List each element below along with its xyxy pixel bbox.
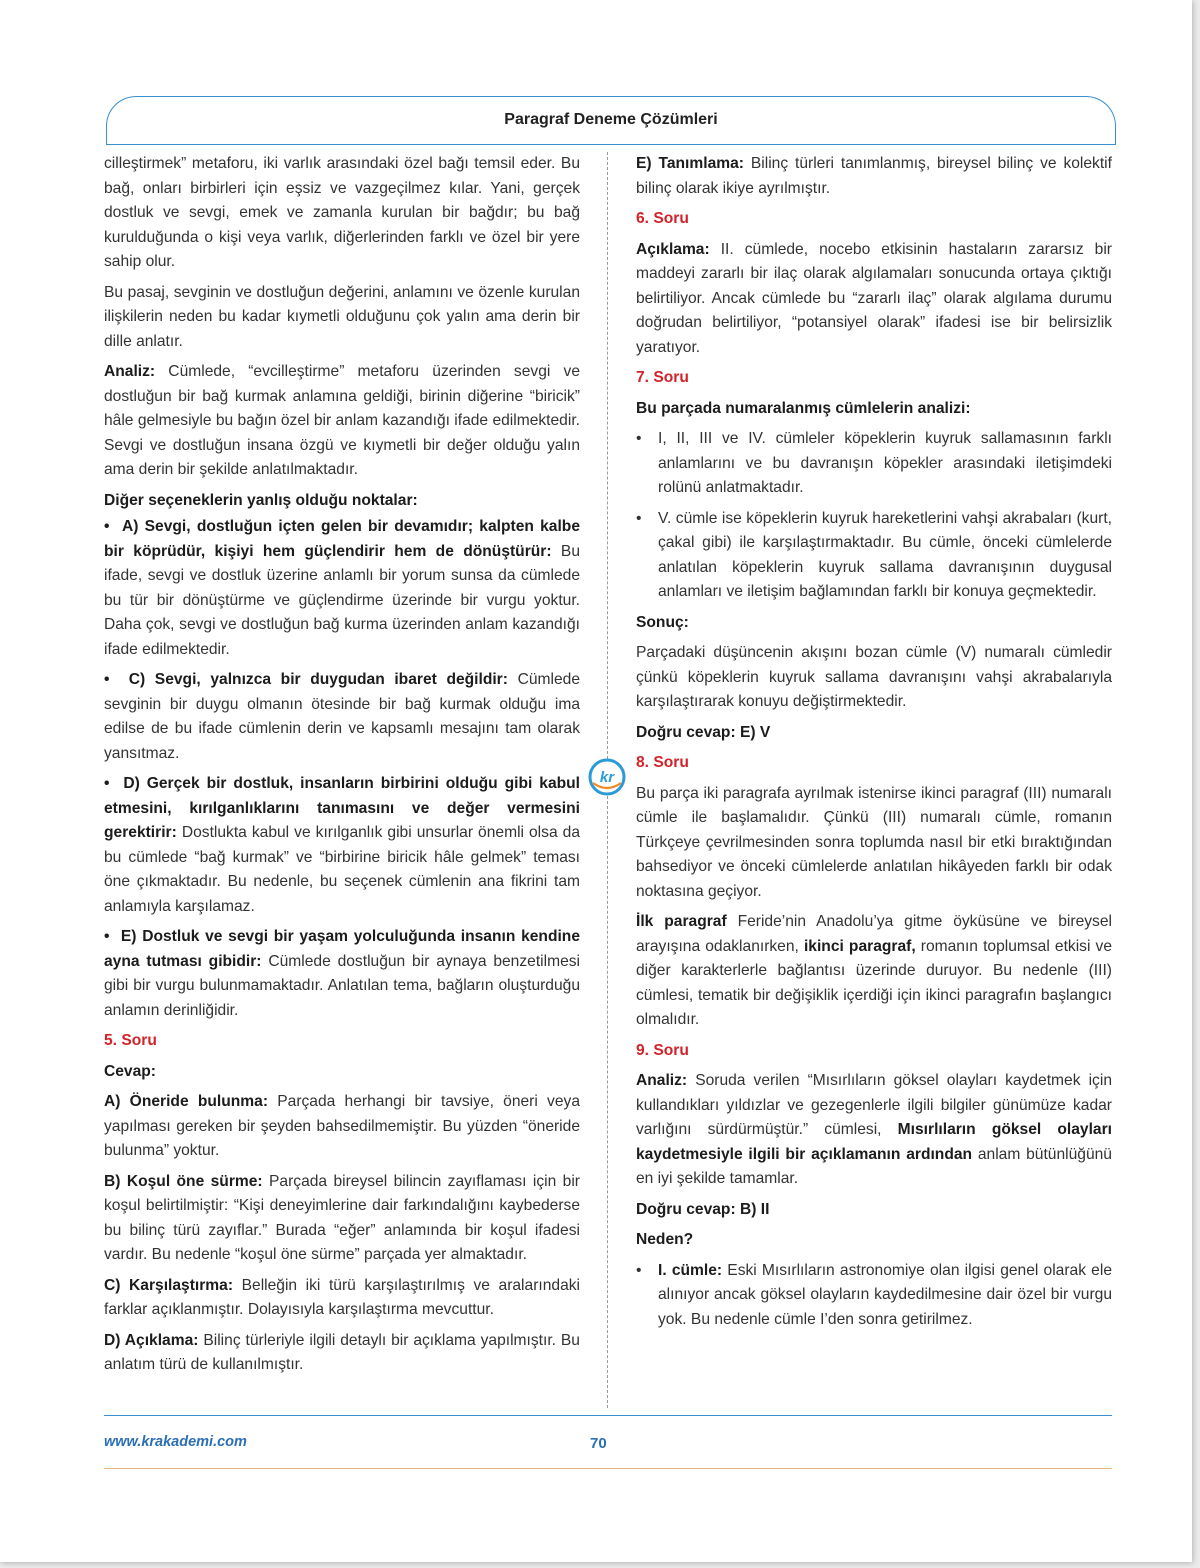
bullet-bold: E) Dostluk ve sevgi bir yaşam yolculuğunda insanın kendine ayna tutması gibidir: [104, 928, 581, 970]
bullet-item [104, 515, 580, 662]
footer-bottom-divider [104, 1468, 1112, 1469]
option-text: Belleğin iki türü karşılaştırılmış ve aralarındaki farklar açıklanmıştır. Dolayısıyla karşılaştırma mevcuttur. [104, 1276, 581, 1318]
option-paragraph [636, 152, 1112, 201]
bullet-item [636, 427, 1112, 501]
bullet-item [636, 507, 1112, 605]
logo-text: kr [599, 769, 615, 786]
option-label: D) Açıklama: [104, 1331, 199, 1349]
bullet-bold: D) Gerçek bir dostluk, insanların birbirini olduğu gibi kabul etmesini, kırılganlıklarını tanımasını ve değer vermesini gerektirir: [104, 775, 581, 841]
bullet-text: Eski Mısırlıların astronomiye olan ilgisi genel olarak ele alınıyor ancak göksel olayların kaydedilmesine dair özel bir vurgu yok. Bu nedenle cümle I’den sonra getirilmez. [658, 1261, 1112, 1328]
option-paragraph [104, 1274, 580, 1323]
aciklama-paragraph [636, 238, 1112, 361]
neden-heading: Neden? [636, 1231, 694, 1248]
bullet-bold: A) Sevgi, dostluğun içten gelen bir devamıdır; kalpten kalbe bir köprüdür, kişiyi hem güçlendirir hem de dönüştürür: [104, 518, 581, 560]
option-label: B) Koşul öne sürme: [104, 1172, 263, 1190]
option-paragraph [104, 1329, 580, 1378]
analiz-bold: Mısırlıların göksel olayları kaydetmesiyle ilgili bir açıklamanın ardından [636, 1121, 1112, 1163]
analiz-paragraph [636, 1069, 1112, 1192]
option-paragraph [104, 1170, 580, 1268]
answer-line: Doğru cevap: E) V [636, 723, 771, 741]
bullet-icon: • [104, 928, 121, 945]
page-number: 70 [590, 1435, 607, 1452]
logo-icon [587, 757, 627, 797]
footer-divider [104, 1415, 1112, 1416]
analiz-text: Cümlede, “evcilleştirme” metaforu üzerinden sevgi ve dostluğun bir bağ kurmak anlamına geldiği, birinin diğerine “biricik” hâle gelmesiyle bu bağın özel bir anlam kazandığı ifade edilmektedir. Sevgi ve dostluğun insana özgü ve kıymetli bir değer olduğu yalın ama derin bir şekilde anlatılmaktadır. [104, 363, 580, 478]
paragraph: Bu parça iki paragrafa ayrılmak istenirse ikinci paragraf (III) numaralı cümle ile başlamalıdır. Çünkü (III) numaralı cümle, romanın Türkçeye çevrilmesinden sonra toplumda nasıl bir etki bıraktığından bahsediyor ve önceki cümlelerde anlatılan hikâyeden farklı bir odak noktasına geçiyor. [636, 784, 1112, 900]
sonuc-heading: Sonuç: [636, 613, 689, 631]
question-heading: 6. Soru [636, 210, 689, 227]
paragraph-text: Feride’nin Anadolu’ya gitme öyküsüne ve bireysel arayışına odaklanırken, [636, 913, 1112, 955]
analiz-text: Soruda verilen “Mısırlıların göksel olayları kaydetmek için kullandıkları yıldızlar ve gezegenlerle ilgili bilgiler günümüze kadar varlığını sürdürmüştür.” cümlesi, [636, 1072, 1112, 1138]
question-heading: 9. Soru [636, 1041, 689, 1059]
analiz-paragraph [104, 360, 580, 483]
cevap-heading: Cevap: [104, 1062, 156, 1080]
bullet-icon: • [104, 671, 129, 688]
analiz-label: Analiz: [636, 1072, 688, 1089]
footer-url[interactable]: www.krakademi.com [104, 1434, 247, 1450]
ikinci-paragraf-label: ikinci paragraf, [803, 937, 916, 955]
option-label: E) Tanımlama: [636, 155, 744, 172]
bullet-icon: • [636, 509, 642, 527]
analiz-label: Analiz: [104, 363, 156, 380]
bullet-item [104, 925, 580, 1023]
bullet-text: Dostlukta kabul ve kırılganlık gibi unsurlar önemli olsa da bu cümlede “bağ kurmak” ve “birbirine biricik hâle gelmek” teması öne çıkmaktadır. Bu nedenle, bu seçenek cümlenin ana fikrini tam anlamıyla karşılamaz. [104, 824, 580, 915]
sonuc-text: Parçadaki düşüncenin akışını bozan cümle (V) numaralı cümledir çünkü köpeklerin kuyruk sallama davranışını vahşi akrabalarıyla karşılaştırarak konuyu değiştirmektedir. [636, 644, 1112, 710]
option-text: Bilinç türleriyle ilgili detaylı bir açıklama yapılmıştır. Bu anlatım türü de kullanılmıştır. [104, 1331, 580, 1373]
paragraph [636, 910, 1112, 1033]
header-box [106, 96, 1116, 145]
bullet-text: Bu ifade, sevgi ve dostluk üzerine anlamlı bir yorum sunsa da cümlede bu tür bir dönüştürme ve güçlendirme üzerinde bir vurgu yoktur. Daha çok, sevgi ve dostluğun bağ kurma üzerinden anlam kazandığı ifade edilmektedir. [104, 542, 581, 658]
bullet-text: Cümlede sevginin bir duygu olmanın ötesinde bir bağ kurmak olduğu ima edilse de bu ifade cümlenin derin ve kapsamlı mesajını tam olarak yansıtmaz. [104, 671, 580, 762]
paragraph: cilleştirmek” metaforu, iki varlık arasındaki özel bağı temsil eder. Bu bağ, onları birbirleri için eşsiz ve vazgeçilmez kılar. Yani, gerçek dostluk ve sevgi, emek ve zamanla kurulan bir bağdır; bu bağ kurulduğunda o kişi veya varlık, diğerlerinden farklı ve özel bir yere sahip olur. [104, 155, 580, 270]
bullet-icon: • [636, 430, 642, 447]
option-label: A) Öneride bulunma: [104, 1093, 269, 1110]
option-text: Parçada bireysel bilincin zayıflaması için bir koşul belirtilmiştir: “Kişi deneyimlerine dair farkındalığını kaybederse bu bilinç türü zayıflar.” Burada “eğer” anlamında bir koşul ifadesi vardır. Bu nedenle “koşul öne sürme” parçada yer almaktadır. [104, 1172, 580, 1263]
bullet-item [636, 1259, 1112, 1333]
question-heading: 7. Soru [636, 369, 689, 386]
ilk-paragraf-label: İlk paragraf [636, 913, 727, 930]
bullet-item [104, 772, 580, 919]
bullet-text: Cümlede dostluğun bir aynaya benzetilmesi gibi bir vurgu bulunmamaktadır. Anlatılan tema, bağların oluşturduğu anlamın derinliğidir. [104, 952, 581, 1019]
aciklama-text: II. cümlede, nocebo etkisinin hastaların zararsız bir maddeyi zararlı bir ilaç olarak algılamaları sonucunda ortaya çıktığı belirtiliyor. Ancak cümlede bu “zararlı ilaç” olarak algılama durumu doğrudan belirtiliyor, “potansiyel olarak” ifadesi ise bir belirsizlik yaratıyor. [636, 240, 1112, 356]
question-heading: 8. Soru [636, 754, 689, 771]
bullet-bold: I. cümle: [658, 1261, 723, 1279]
bullet-item [104, 668, 580, 766]
bullet-text: I, II, III ve IV. cümleler köpeklerin kuyruk sallamasının farklı anlamlarını ve bu davranışın köpekler arasındaki iletişimdeki rolünü anlatmaktadır. [658, 430, 1112, 496]
bullet-bold: C) Sevgi, yalnızca bir duygudan ibaret değildir: [128, 671, 508, 688]
option-text: Bilinç türleri tanımlanmış, bireysel bilinç ve kolektif bilinç olarak ikiye ayrılmıştır. [636, 155, 1112, 197]
option-label: C) Karşılaştırma: [104, 1276, 234, 1294]
answer-line: Doğru cevap: B) II [636, 1200, 770, 1218]
right-column [636, 152, 1112, 1338]
bullet-icon: • [104, 518, 122, 535]
bullet-text: V. cümle ise köpeklerin kuyruk hareketlerini vahşi akrabaları (kurt, çakal gibi) ile karşılaştırmaktadır. Bu cümle, önceki cümlelerde anlatılan köpeklerin kuyruk sallama davranışının duygusal anlamları ve iletişim bağlamından farklı bir konuya geçmektedir. [658, 509, 1112, 600]
analiz-text: anlam bütünlüğünü en iyi şekilde tamamlar. [636, 1145, 1112, 1187]
bullet-icon: • [104, 775, 124, 792]
section-heading: Diğer seçeneklerin yanlış olduğu noktalar: [104, 491, 418, 509]
section-heading: Bu parçada numaralanmış cümlelerin analizi: [636, 399, 971, 417]
left-column [104, 152, 580, 1384]
option-text: Parçada herhangi bir tavsiye, öneri veya yapılması gereken bir şeyden bahsedilmemiştir. Bu yüzden “öneride bulunma” yoktur. [104, 1093, 580, 1159]
aciklama-label: Açıklama: [636, 240, 710, 258]
bullet-icon: • [636, 1261, 642, 1279]
question-heading: 5. Soru [104, 1032, 157, 1049]
paragraph: Bu pasaj, sevginin ve dostluğun değerini, anlamını ve özenle kurulan ilişkilerin neden bu kadar kıymetli olduğunu çok yalın ama derin bir dille anlatır. [104, 283, 580, 350]
option-paragraph [104, 1090, 580, 1164]
paragraph-text: romanın toplumsal etkisi ve diğer karakterlerle bağlantısı üzerinde duruyor. Bu nedenle (III) cümlesi, tematik bir değişiklik içerdiği için ikinci paragrafın başlangıcı olmalıdır. [636, 937, 1112, 1028]
header-divider [106, 144, 1116, 145]
page-title: Paragraf Deneme Çözümleri [504, 111, 718, 128]
